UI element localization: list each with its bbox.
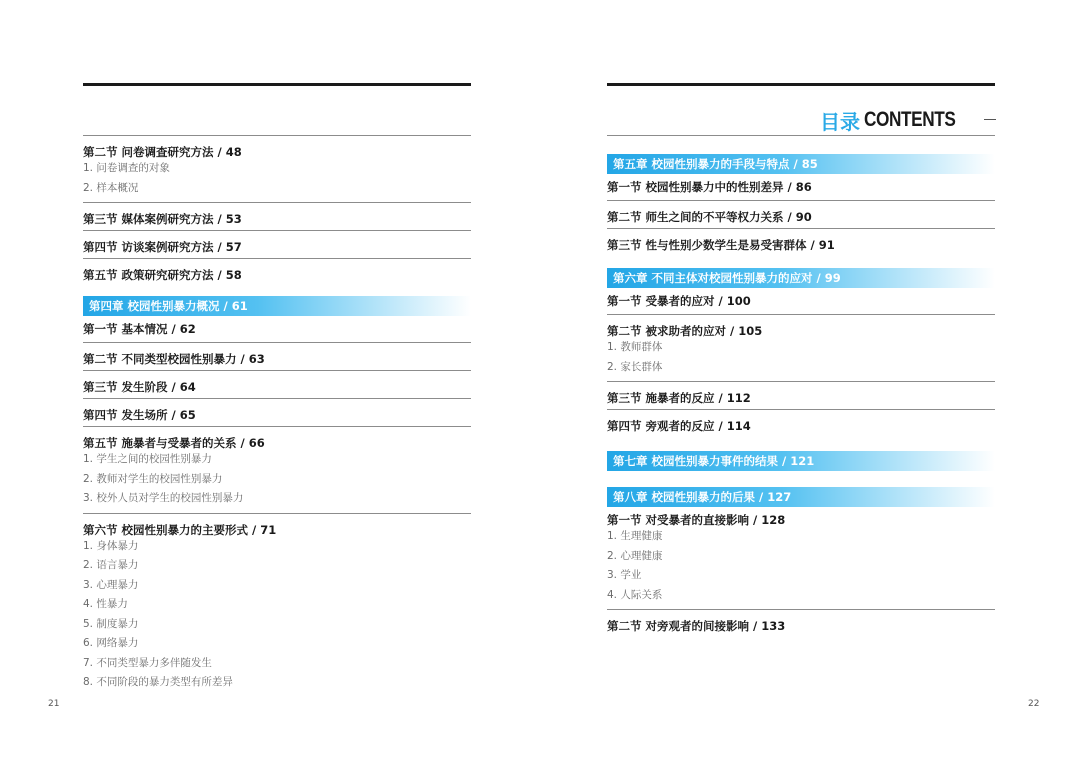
section-title: 第四节 旁观者的反应 / 114 (607, 419, 751, 433)
section-title: 第三节 媒体案例研究方法 / 53 (83, 212, 242, 226)
subsection-item: 1. 身体暴力 (83, 539, 139, 552)
section-title: 第一节 基本情况 / 62 (83, 322, 196, 336)
toc-section[interactable] (83, 203, 471, 231)
subsection-item: 5. 制度暴力 (83, 617, 139, 630)
subsection-item: 3. 学业 (607, 569, 642, 581)
toc-section[interactable] (607, 288, 995, 315)
subsection-item: 1. 生理健康 (607, 530, 663, 542)
section-title: 第二节 不同类型校园性别暴力 / 63 (83, 352, 265, 366)
section-title: 第三节 性与性别少数学生是易受害群体 / 91 (607, 238, 835, 252)
toc-section[interactable] (83, 316, 471, 343)
section-title: 第三节 施暴者的反应 / 112 (607, 391, 751, 405)
subsection-item: 2. 语言暴力 (83, 559, 139, 571)
subsection-item: 2. 心理健康 (607, 549, 663, 562)
toc-section[interactable] (83, 136, 471, 203)
subsection-item: 2. 教师对学生的校园性别暴力 (83, 472, 223, 485)
page-number: 22 (1028, 699, 1040, 709)
section-title: 第四节 发生场所 / 65 (83, 408, 196, 422)
toc-section[interactable] (83, 231, 471, 259)
toc-section[interactable] (607, 201, 995, 229)
subsection-item: 7. 不同类型暴力多伴随发生 (83, 656, 212, 669)
toc-section[interactable] (607, 410, 995, 437)
toc-section[interactable] (607, 174, 995, 201)
toc-column-right (607, 135, 995, 637)
right-page (540, 0, 1080, 764)
section-title: 第二节 师生之间的不平等权力关系 / 90 (607, 210, 812, 224)
toc-column-left (83, 135, 471, 697)
header-dash (984, 119, 996, 120)
toc-section[interactable] (607, 507, 995, 610)
toc-section[interactable] (83, 343, 471, 371)
chapter-heading-6[interactable]: 第六章 不同主体对校园性别暴力的应对 / 99 (607, 268, 995, 288)
subsection-item: 6. 网络暴力 (83, 637, 139, 649)
subsection-item: 4. 人际关系 (607, 588, 663, 601)
section-title: 第二节 被求助者的应对 / 105 (607, 324, 763, 338)
chapter-heading-4[interactable]: 第四章 校园性别暴力概况 / 61 (83, 296, 471, 316)
subsection-item: 1. 教师群体 (607, 341, 663, 353)
top-rule (607, 83, 995, 86)
toc-section[interactable] (607, 315, 995, 382)
top-rule (83, 83, 471, 86)
divider (607, 135, 995, 136)
subsection-item: 3. 心理暴力 (83, 578, 139, 591)
subsection-item: 2. 样本概况 (83, 181, 139, 194)
toc-section[interactable] (83, 399, 471, 427)
subsection-item: 2. 家长群体 (607, 360, 663, 373)
subsection-item: 8. 不同阶段的暴力类型有所差异 (83, 676, 233, 688)
chapter-heading-8[interactable]: 第八章 校园性别暴力的后果 / 127 (607, 487, 995, 507)
section-title: 第二节 对旁观者的间接影响 / 133 (607, 619, 786, 633)
section-title: 第三节 发生阶段 / 64 (83, 380, 196, 394)
section-title: 第二节 问卷调查研究方法 / 48 (83, 145, 242, 159)
toc-section[interactable] (83, 514, 471, 697)
chapter-heading-5[interactable]: 第五章 校园性别暴力的手段与特点 / 85 (607, 154, 995, 174)
toc-section[interactable] (607, 382, 995, 410)
subsection-item: 1. 学生之间的校园性别暴力 (83, 453, 212, 465)
section-title: 第一节 受暴者的应对 / 100 (607, 294, 751, 308)
section-title: 第一节 对受暴者的直接影响 / 128 (607, 513, 786, 527)
toc-section[interactable] (83, 259, 471, 286)
section-title: 第四节 访谈案例研究方法 / 57 (83, 240, 242, 254)
section-title: 第一节 校园性别暴力中的性别差异 / 86 (607, 180, 812, 194)
toc-section[interactable] (607, 610, 995, 637)
subsection-item: 4. 性暴力 (83, 598, 128, 610)
contents-header (820, 106, 976, 134)
section-title: 第五节 施暴者与受暴者的关系 / 66 (83, 436, 265, 450)
chapter-heading-7[interactable]: 第七章 校园性别暴力事件的结果 / 121 (607, 451, 995, 471)
page-number: 21 (48, 699, 60, 709)
contents-title-cn: 目录 (820, 109, 860, 134)
section-title: 第五节 政策研究研究方法 / 58 (83, 268, 242, 282)
subsection-item: 3. 校外人员对学生的校园性别暴力 (83, 492, 244, 504)
contents-title-en: CONTENTS (864, 108, 956, 131)
toc-section[interactable] (83, 427, 471, 514)
subsection-item: 1. 问卷调查的对象 (83, 162, 170, 174)
toc-section[interactable] (607, 229, 995, 256)
toc-section[interactable] (83, 371, 471, 399)
section-title: 第六节 校园性别暴力的主要形式 / 71 (83, 522, 277, 537)
